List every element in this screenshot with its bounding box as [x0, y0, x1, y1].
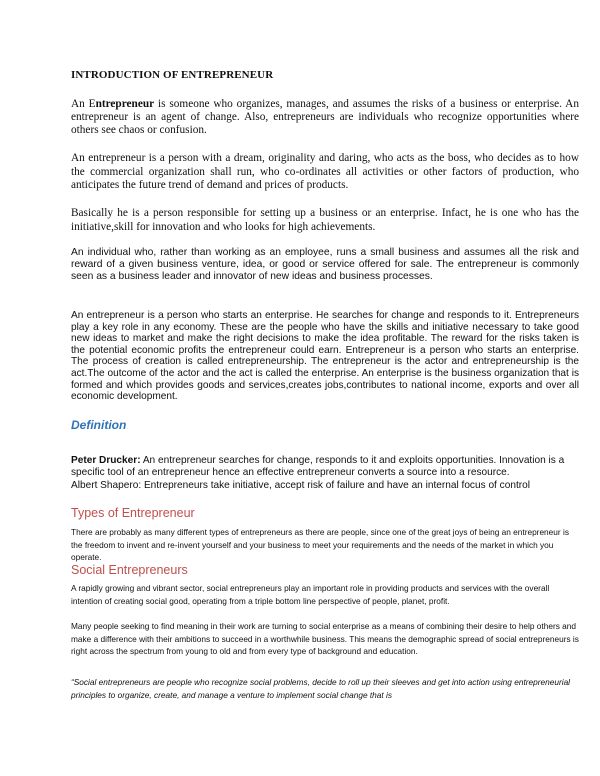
types-heading: Types of Entrepreneur [71, 506, 195, 520]
paragraph-social-sector: A rapidly growing and vibrant sector, social entrepreneurs play an important role in providing products and services with the overall intention of creating social good, operating from a triple bottom line perspective of people, planet, profit. [71, 583, 550, 606]
paragraph-text-bold: ntrepreneur [95, 98, 155, 110]
paragraph-responsible-person: Basically he is a person responsible for setting up a business or an enterprise. Infact, he is one who has the initiative,skill for innovation and who looks for high achievements. [71, 207, 579, 233]
peter-drucker-label: Peter Drucker: [71, 455, 141, 466]
paragraph-dream-originality: An entrepreneur is a person with a dream, originality and daring, who acts as the boss, who decides as to how the commercial organization shall run, who co-ordinates all activities or other factors of production, who anticipates the future trend of demand and prices of products. [71, 152, 579, 191]
paragraph-individual-employee: An individual who, rather than working as an employee, runs a small business and assumes all the risk and reward of a given business venture, idea, or good or service offered for sale. The entrepreneur is commonly seen as a business leader and innovator of new ideas and business processes. [71, 247, 579, 282]
paragraph-text-post: is someone who organizes, manages, and assumes the risks of a business or enterprise. An entrepreneur is an agent of change. Also, entrepreneurs are individuals who recognize opportunities where others see chaos or confusion. [71, 98, 579, 136]
social-heading: Social Entrepreneurs [71, 563, 188, 577]
definition-heading: Definition [71, 418, 127, 432]
paragraph-entrepreneur-definition [71, 98, 579, 137]
paragraph-social-meaning: Many people seeking to find meaning in their work are turning to social enterprise as a means of combining their desire to help others and make a difference with their ambitions to succeed in a worthwhile business. This means the demographic spread of social entrepreneurs is right across the spectrum from young to old and from every type of background and education. [71, 621, 579, 657]
peter-drucker-text: An entrepreneur searches for change, responds to it and exploits opportunities. Innovation is a specific tool of an entrepreneur hence an effective entrepreneur converts a source into a resource. [71, 455, 565, 479]
paragraph-albert-shapero: Albert Shapero: Entrepreneurs take initiative, accept risk of failure and have an internal focus of control [71, 480, 530, 491]
paragraph-starts-enterprise: An entrepreneur is a person who starts an enterprise. He searches for change and responds to it. Entrepreneurs play a key role in any economy. These are the people who have the skills and initiative necessary to take good new ideas to market and make the right decisions to make the idea profitable. The reward for the risks taken is the potential economic profits the entrepreneur could earn. Entrepreneur is a person who starts an enterprise. The process of creation is called entrepreneurship. The entrepreneur is the actor and entrepreneurship is the act.The outcome of the actor and the act is called the enterprise. An enterprise is the business organization that is formed and which provides goods and services,creates jobs,contributes to national income, exports and over all economic development. [71, 310, 579, 403]
paragraph-types: There are probably as many different types of entrepreneurs as there are people, since one of the great joys of being an entrepreneur is the freedom to invent and re-invent yourself and your business to meet your requirements and the needs of the market in which you operate. [71, 527, 569, 563]
paragraph-text-pre: An E [71, 98, 96, 110]
document-title: INTRODUCTION OF ENTREPRENEUR [71, 69, 274, 81]
paragraph-social-quote: “Social entrepreneurs are people who recognize social problems, decide to roll up their sleeves and get into action using entrepreneurial principles to organize, create, and manage a venture to implement social change that is [71, 677, 571, 700]
paragraph-peter-drucker [71, 455, 579, 480]
